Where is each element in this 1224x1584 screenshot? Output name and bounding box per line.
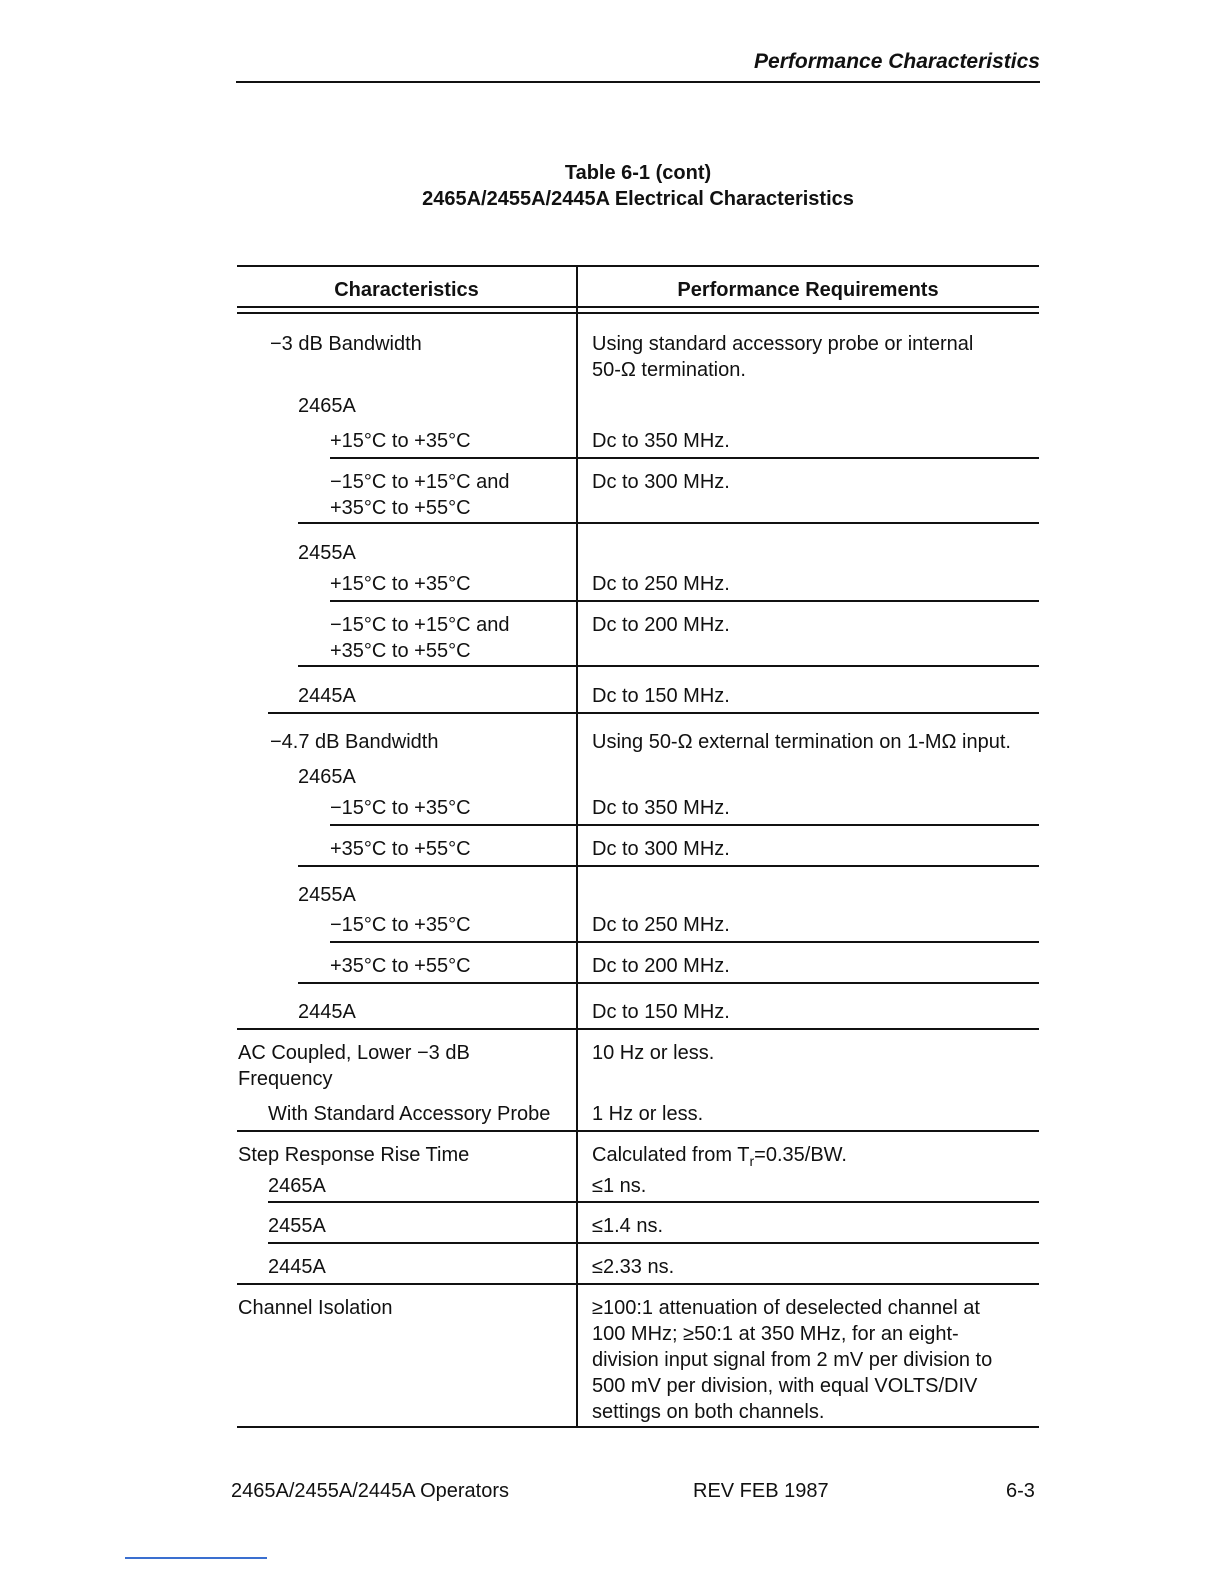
row-rule [237,1130,1039,1132]
step-2445a-label: 2445A [268,1256,326,1278]
bw47-2465a-label: 2465A [298,766,356,788]
bw3-2445a-label: 2445A [298,685,356,707]
bw3-2465a-req1: Dc to 350 MHz. [592,430,730,452]
bw3-2455a-req2: Dc to 200 MHz. [592,614,730,636]
column-header-characteristics: Characteristics [334,279,479,301]
bw3-2465a-cond2-line1: −15°C to +15°C and [330,471,510,493]
column-header-requirements: Performance Requirements [677,279,939,301]
step-2465a-req: ≤1 ns. [592,1175,647,1197]
row-rule [298,522,1039,524]
bw47-2465a-req1: Dc to 350 MHz. [592,797,730,819]
footer-page-number: 6-3 [1006,1480,1035,1502]
step-req: Calculated from $T_r=0.35/BW$. [592,1144,847,1169]
ac-probe-label: With Standard Accessory Probe [268,1103,551,1125]
isolation-req-line4: 500 mV per division, with equal VOLTS/DIV [592,1375,978,1397]
bw47-req: Using 50-Ω external termination on 1-MΩ input. [592,731,1011,753]
row-rule [330,941,1039,943]
bw3-2465a-cond2-line2: +35°C to +55°C [330,497,471,519]
ac-probe-req: 1 Hz or less. [592,1103,704,1125]
header-rule [236,81,1040,83]
bw47-2455a-cond2: +35°C to +55°C [330,955,471,977]
isolation-req-line3: division input signal from 2 mV per division to [592,1349,993,1371]
bw3-2455a-cond2-line1: −15°C to +15°C and [330,614,510,636]
row-rule [298,665,1039,667]
bw3-label: −3 dB Bandwidth [270,333,422,355]
table-bottom-rule [237,1426,1039,1428]
row-rule [268,1242,1039,1244]
row-rule [330,824,1039,826]
bw47-2455a-req1: Dc to 250 MHz. [592,914,730,936]
step-2445a-req: ≤2.33 ns. [592,1256,675,1278]
bw47-2445a-label: 2445A [298,1001,356,1023]
isolation-req-line2: 100 MHz; ≥50:1 at 350 MHz, for an eight- [592,1323,959,1345]
ac-label-line1: AC Coupled, Lower −3 dB [238,1042,470,1064]
bw47-2455a-label: 2455A [298,884,356,906]
bw3-2465a-req2: Dc to 300 MHz. [592,471,730,493]
step-2455a-req: ≤1.4 ns. [592,1215,664,1237]
bw47-2465a-cond2: +35°C to +55°C [330,838,471,860]
step-label: Step Response Rise Time [238,1144,470,1166]
bw3-2445a-req: Dc to 150 MHz. [592,685,730,707]
section-title: Performance Characteristics [754,50,1040,73]
column-divider [576,265,578,1427]
row-rule [268,1201,1039,1203]
bw3-2455a-cond2-line2: +35°C to +55°C [330,640,471,662]
bw3-2455a-cond1: +15°C to +35°C [330,573,471,595]
footer-revision: REV FEB 1987 [693,1480,829,1502]
bw47-2445a-req: Dc to 150 MHz. [592,1001,730,1023]
bw3-2465a-label: 2465A [298,395,356,417]
header-rule-1 [237,306,1039,308]
row-rule [298,865,1039,867]
bw3-req-line2: 50-Ω termination. [592,359,746,381]
ac-label-line2: Frequency [238,1068,333,1090]
row-rule [237,1283,1039,1285]
footer-manual-title: 2465A/2455A/2445A Operators [231,1480,509,1502]
decorative-blue-rule [125,1557,267,1559]
bw3-2455a-label: 2455A [298,542,356,564]
row-rule [330,457,1039,459]
table-top-rule [237,265,1039,267]
row-rule [298,982,1039,984]
isolation-req-line1: ≥100:1 attenuation of deselected channel at [592,1297,980,1319]
row-rule [268,712,1039,714]
ac-req: 10 Hz or less. [592,1042,715,1064]
bw47-2455a-req2: Dc to 200 MHz. [592,955,730,977]
bw47-2465a-cond1: −15°C to +35°C [330,797,471,819]
bw3-req-line1: Using standard accessory probe or internal [592,333,974,355]
isolation-label: Channel Isolation [238,1297,393,1319]
table-caption-line1: Table 6-1 (cont) [564,162,712,184]
row-rule [330,600,1039,602]
header-rule-2 [237,312,1039,314]
step-2455a-label: 2455A [268,1215,326,1237]
bw47-2465a-req2: Dc to 300 MHz. [592,838,730,860]
bw47-label: −4.7 dB Bandwidth [270,731,439,753]
bw3-2465a-cond1: +15°C to +35°C [330,430,471,452]
table-caption-line2: 2465A/2455A/2445A Electrical Characteristics [422,188,854,210]
bw3-2455a-req1: Dc to 250 MHz. [592,573,730,595]
step-2465a-label: 2465A [268,1175,326,1197]
bw47-2455a-cond1: −15°C to +35°C [330,914,471,936]
isolation-req-line5: settings on both channels. [592,1401,825,1423]
row-rule [237,1028,1039,1030]
